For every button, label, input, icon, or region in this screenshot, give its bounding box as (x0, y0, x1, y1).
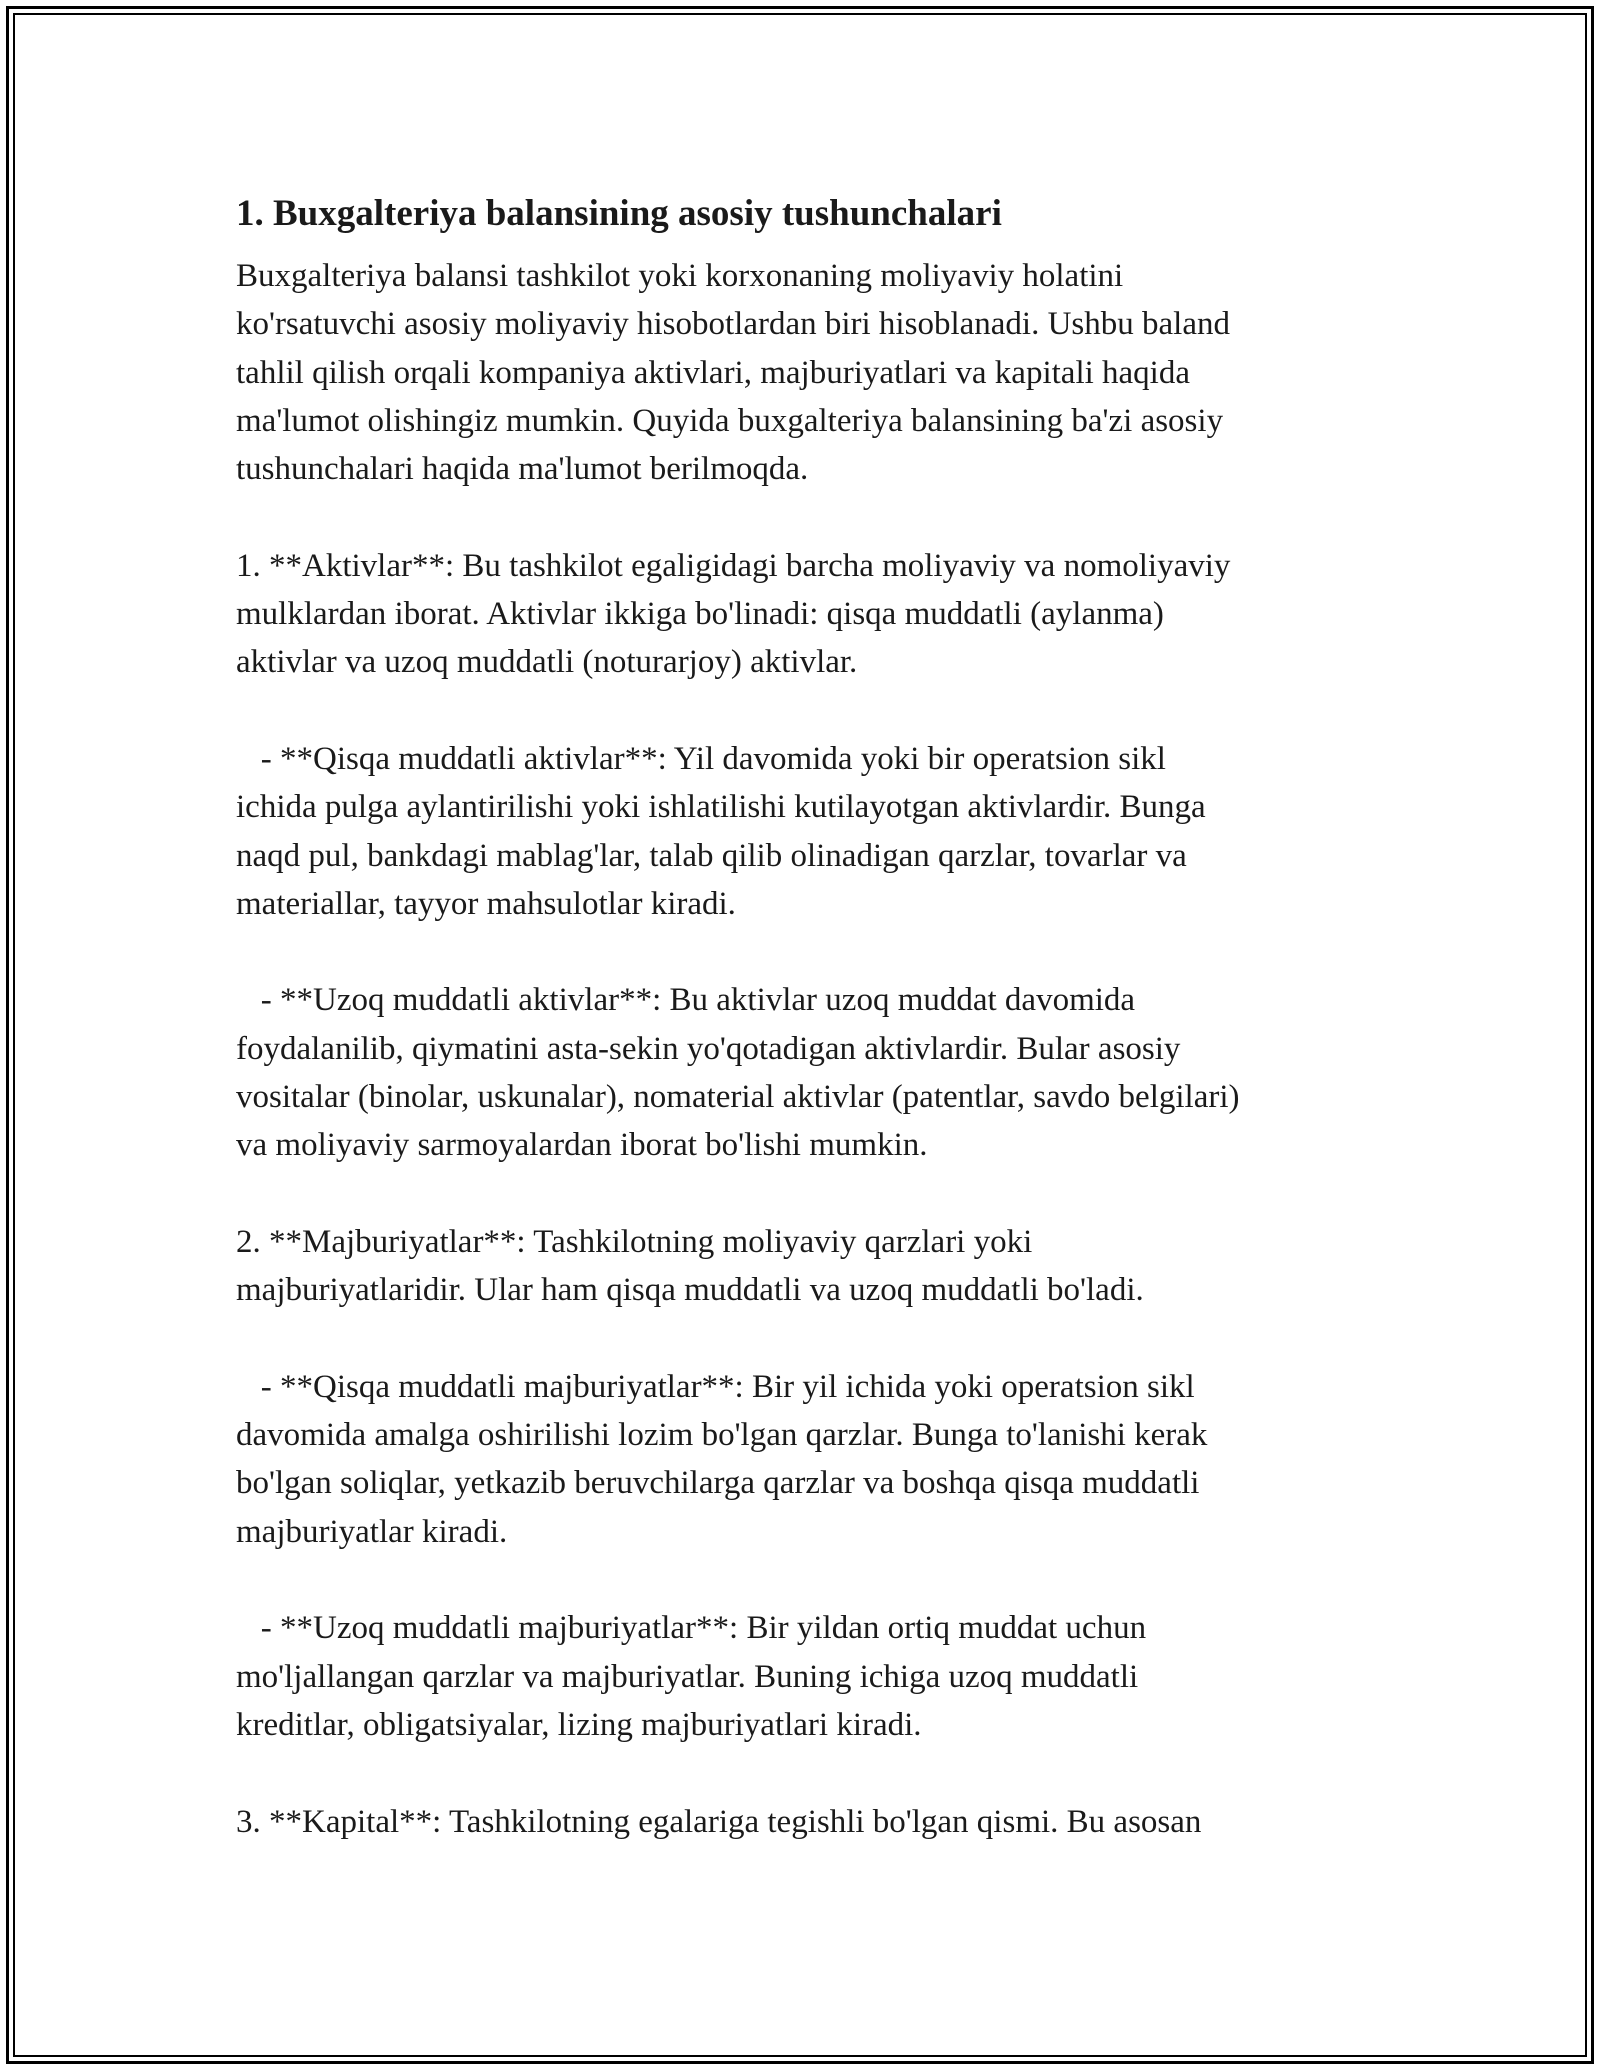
intro-paragraph: Buxgalteriya balansi tashkilot yoki korxonaning moliyaviy holatini ko'rsatuvchi asosiy moliyaviy hisobotlardan biri hisoblanadi. Ushbu baland tahlil qilish orqali kompaniya aktivlari, majburiyatlari va kapitali haqida ma'lumot olishingiz mumkin. Quyida buxgalteriya balansining ba'zi asosiy tushunchalari haqida ma'lumot berilmoqda. (236, 258, 1230, 488)
long-term-assets-paragraph: - **Uzoq muddatli aktivlar**: Bu aktivlar uzoq muddat davomida foydalanilib, qiymatini asta-sekin yo'qotadigan aktivlardir. Bular asosiy vositalar (binolar, uskunalar), nomaterial aktivlar (patentlar, savdo belgilari) va moliyaviy sarmoyalardan iborat bo'lishi mumkin. (236, 982, 1240, 1164)
assets-paragraph: 1. **Aktivlar**: Bu tashkilot egaligidagi barcha moliyaviy va nomoliyaviy mulklardan iborat. Aktivlar ikkiga bo'linadi: qisqa muddatli (aylanma) aktivlar va uzoq muddatli (noturarjoy) aktivlar. (236, 547, 1231, 681)
long-term-liabilities-paragraph: - **Uzoq muddatli majburiyatlar**: Bir yildan ortiq muddat uchun mo'ljallangan qarzlar va majburiyatlar. Buning ichiga uzoq muddatli kreditlar, obligatsiyalar, lizing majburiyatlari kiradi. (236, 1610, 1147, 1743)
document-body (236, 190, 1376, 1846)
liabilities-paragraph: 2. **Majburiyatlar**: Tashkilotning moliyaviy qarzlari yoki majburiyatlaridir. Ular ham qisqa muddatli va uzoq muddatli bo'ladi. (236, 1223, 1144, 1309)
section-heading: 1. Buxgalteriya balansining asosiy tushunchalari (236, 193, 1002, 234)
short-term-liabilities-paragraph: - **Qisqa muddatli majburiyatlar**: Bir yil ichida yoki operatsion sikl davomida amalga oshirilishi lozim bo'lgan qarzlar. Bunga to'lanishi kerak bo'lgan soliqlar, yetkazib beruvchilarga qarzlar va boshqa qisqa muddatli majburiyatlar kiradi. (236, 1368, 1208, 1550)
short-term-assets-paragraph: - **Qisqa muddatli aktivlar**: Yil davomida yoki bir operatsion sikl ichida pulga aylantirilishi yoki ishlatilishi kutilayotgan aktivlardir. Bunga naqd pul, bankdagi mablag'lar, talab qilib olinadigan qarzlar, tovarlar va materiallar, tayyor mahsulotlar kiradi. (236, 740, 1206, 922)
capital-paragraph: 3. **Kapital**: Tashkilotning egalariga tegishli bo'lgan qismi. Bu asosan (236, 1803, 1202, 1840)
